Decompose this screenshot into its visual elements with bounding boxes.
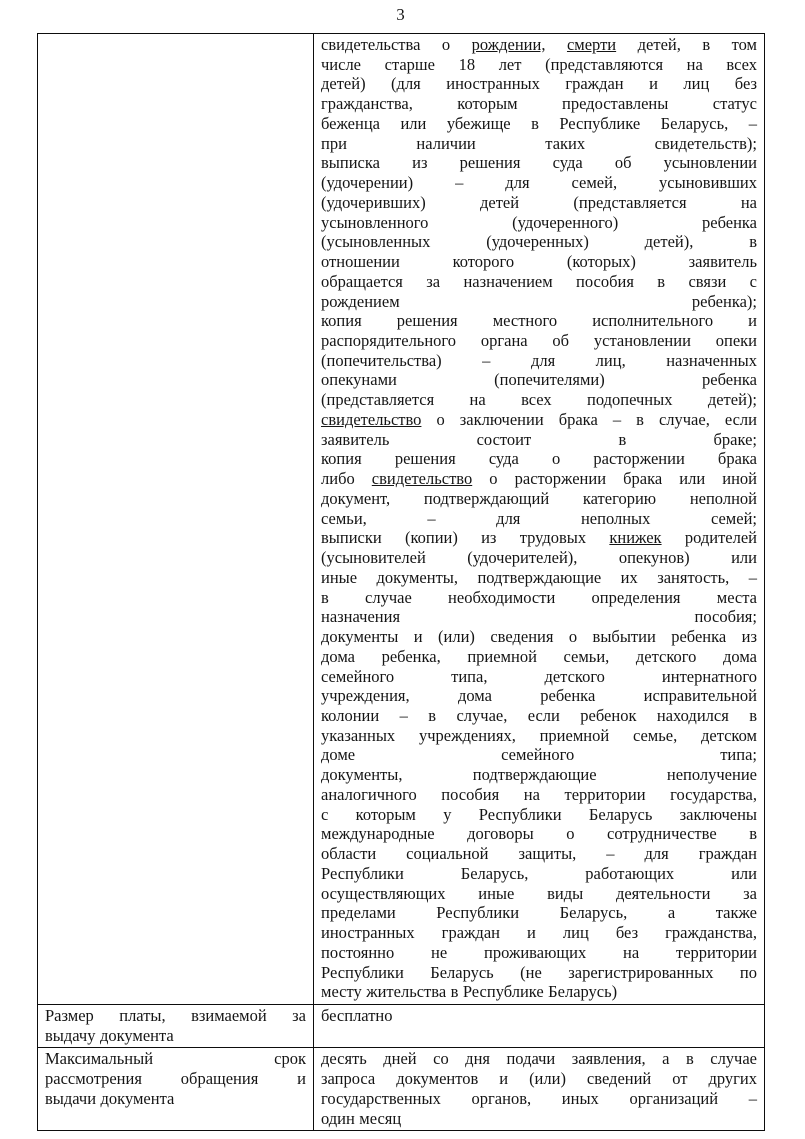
text-line: бесплатно: [321, 1005, 393, 1025]
text-line: доме семейного типа;: [321, 745, 757, 765]
text-line: выдачу документа: [45, 1025, 174, 1045]
text-line: осуществляющих иные виды деятельности за: [321, 883, 757, 903]
text-line: копия решения суда о расторжении брака: [321, 449, 757, 469]
table-cell-left: [38, 1004, 314, 1047]
text-line: (усыновленных (удочеренных) детей), в: [321, 232, 757, 252]
text-line: выписки (копии) из трудовых книжек родителей: [321, 528, 757, 548]
table-row: [38, 34, 765, 1005]
text-line: свидетельства о рождении, смерти детей, в том: [321, 35, 757, 54]
text-line: детей) (для иностранных граждан и лиц без: [321, 74, 757, 94]
text-line: документ, подтверждающий категорию неполной: [321, 488, 757, 508]
text-line: пределами Республики Беларусь, а также: [321, 903, 757, 923]
table-cell-left: [38, 1048, 314, 1131]
text-line: рассмотрения обращения и: [45, 1069, 306, 1089]
text-line: иностранных граждан и лиц без гражданства,: [321, 923, 757, 943]
text-line: государственных органов, иных организаций –: [321, 1088, 757, 1108]
table-row: [38, 1048, 765, 1131]
text-line: постоянно не проживающих на территории: [321, 942, 757, 962]
text-line: аналогичного пособия на территории государства,: [321, 784, 757, 804]
text-line: беженца или убежище в Республике Беларусь, –: [321, 113, 757, 133]
text-line: либо свидетельство о расторжении брака или иной: [321, 469, 757, 489]
page-number: 3: [396, 5, 405, 24]
text-line: выдачи документа: [45, 1088, 175, 1108]
text-line: колонии – в случае, если ребенок находился в: [321, 705, 757, 725]
text-line: в случае необходимости определения места: [321, 587, 757, 607]
text-line: (удочеривших) детей (представляется на: [321, 192, 757, 212]
table-cell-right: [314, 1004, 765, 1047]
text-line: Максимальный срок: [45, 1049, 306, 1069]
text-line: указанных учреждениях, приемной семье, детском: [321, 725, 757, 745]
text-line: свидетельство о заключении брака – в случае, если: [321, 409, 757, 429]
text-line: десять дней со дня подачи заявления, а в случае: [321, 1049, 757, 1069]
text-line: числе старше 18 лет (представляются на всех: [321, 54, 757, 74]
text-line: Республики Беларусь, работающих или: [321, 863, 757, 883]
text-line: выписка из решения суда об усыновлении: [321, 153, 757, 173]
document-table: [37, 33, 765, 1131]
text-line: обращается за назначением пособия в связи с: [321, 271, 757, 291]
text-line: документы, подтверждающие неполучение: [321, 765, 757, 785]
text-line: один месяц: [321, 1108, 402, 1128]
table-cell-right: [314, 1048, 765, 1131]
text-line: Республики Беларусь (не зарегистрированных по: [321, 962, 757, 982]
text-line: семьи, – для неполных семей;: [321, 508, 757, 528]
text-line: международные договоры о сотрудничестве в: [321, 824, 757, 844]
text-line: (удочерении) – для семей, усыновивших: [321, 173, 757, 193]
text-line: учреждения, дома ребенка исправительной: [321, 686, 757, 706]
text-line: иные документы, подтверждающие их занятость, –: [321, 567, 757, 587]
table-cell-left: [38, 34, 314, 1005]
text-line: Размер платы, взимаемой за: [45, 1005, 306, 1025]
text-line: распорядительного органа об установлении опеки: [321, 331, 757, 351]
text-line: рождением ребенка);: [321, 291, 757, 311]
text-line: с которым у Республики Беларусь заключены: [321, 804, 757, 824]
text-line: месту жительства в Республике Беларусь): [321, 982, 618, 1002]
text-line: заявитель состоит в браке;: [321, 429, 757, 449]
text-line: области социальной защиты, – для граждан: [321, 844, 757, 864]
text-line: при наличии таких свидетельств);: [321, 133, 757, 153]
text-line: копия решения местного исполнительного и: [321, 311, 757, 331]
text-line: усыновленного (удочеренного) ребенка: [321, 212, 757, 232]
text-line: (попечительства) – для лиц, назначенных: [321, 350, 757, 370]
text-line: дома ребенка, приемной семьи, детского дома: [321, 646, 757, 666]
text-line: документы и (или) сведения о выбытии ребенка из: [321, 627, 757, 647]
text-line: назначения пособия;: [321, 607, 757, 627]
text-line: гражданства, которым предоставлены статус: [321, 94, 757, 114]
text-line: семейного типа, детского интернатного: [321, 666, 757, 686]
document-table-body: [38, 34, 765, 1131]
text-line: (представляется на всех подопечных детей);: [321, 390, 757, 410]
table-row: [38, 1004, 765, 1047]
table-cell-right: [314, 34, 765, 1005]
text-line: запроса документов и (или) сведений от других: [321, 1069, 757, 1089]
text-line: (усыновителей (удочерителей), опекунов) или: [321, 548, 757, 568]
text-line: опекунами (попечителями) ребенка: [321, 370, 757, 390]
text-line: отношении которого (которых) заявитель: [321, 252, 757, 272]
